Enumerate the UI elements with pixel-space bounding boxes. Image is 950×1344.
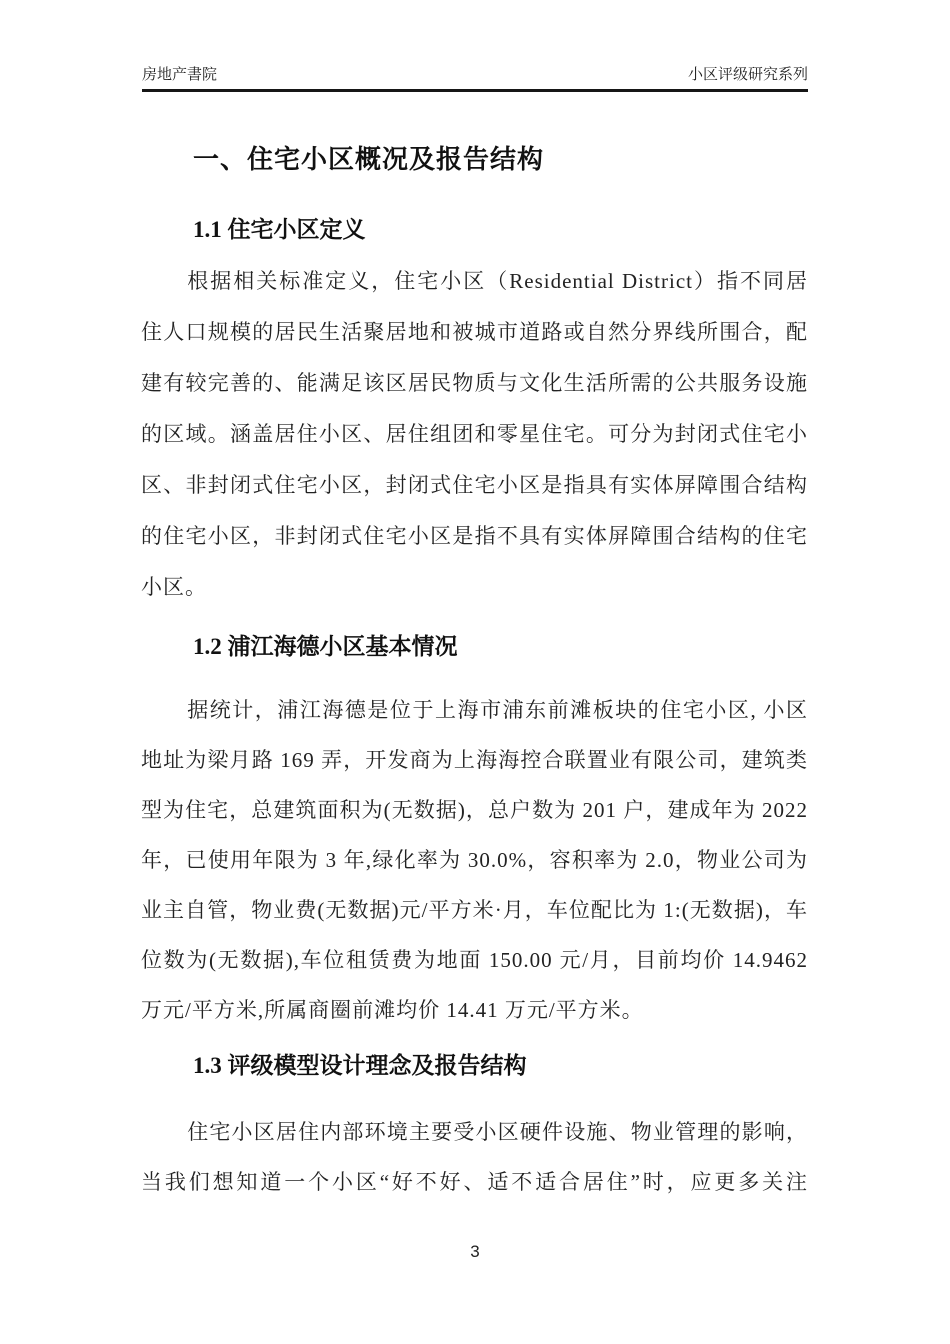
section-1-2-heading: 1.2 浦江海德小区基本情况 bbox=[193, 634, 458, 659]
document-body bbox=[141, 130, 808, 1207]
header-left-text: 房地产書院 bbox=[142, 66, 218, 83]
page-header bbox=[142, 65, 808, 92]
section-1-3-paragraph: 住宅小区居住内部环境主要受小区硬件设施、物业管理的影响，当我们想知道一个小区“好不好、适不适合居住”时，应更多关注 bbox=[141, 1120, 808, 1194]
section-1-2-paragraph: 据统计，浦江海德是位于上海市浦东前滩板块的住宅小区, 小区地址为梁月路 169 弄，开发商为上海海控合联置业有限公司，建筑类型为住宅，总建筑面积为(无数据)，总户数为 201 户，建成年为 2022 年，已使用年限为 3 年,绿化率为 30.0%，容积率为 2.0，物业公司为业主自管，物业费(无数据)元/平方米·月，车位配比为 1:(无数据)，车位数为(无数据),车位租赁费为地面 150.00 元/月，目前均价 14.9462 万元/平方米,所属商圈前滩均价 14.41 万元/平方米。 bbox=[141, 698, 808, 1022]
section-1-3-heading: 1.3 评级模型设计理念及报告结构 bbox=[193, 1053, 527, 1078]
page-footer bbox=[0, 1242, 950, 1262]
section-1-1-paragraph: 根据相关标准定义，住宅小区（Residential District）指不同居住人口规模的居民生活聚居地和被城市道路或自然分界线所围合，配建有较完善的、能满足该区居民物质与文化生活所需的公共服务设施的区域。涵盖居住小区、居住组团和零星住宅。可分为封闭式住宅小区、非封闭式住宅小区，封闭式住宅小区是指具有实体屏障围合结构的住宅小区，非封闭式住宅小区是指不具有实体屏障围合结构的住宅小区。 bbox=[141, 269, 808, 599]
section-1-1-heading: 1.1 住宅小区定义 bbox=[193, 217, 366, 242]
chapter-title: 一、住宅小区概况及报告结构 bbox=[193, 145, 545, 174]
page-number: 3 bbox=[470, 1242, 480, 1261]
header-right-text: 小区评级研究系列 bbox=[687, 66, 808, 83]
